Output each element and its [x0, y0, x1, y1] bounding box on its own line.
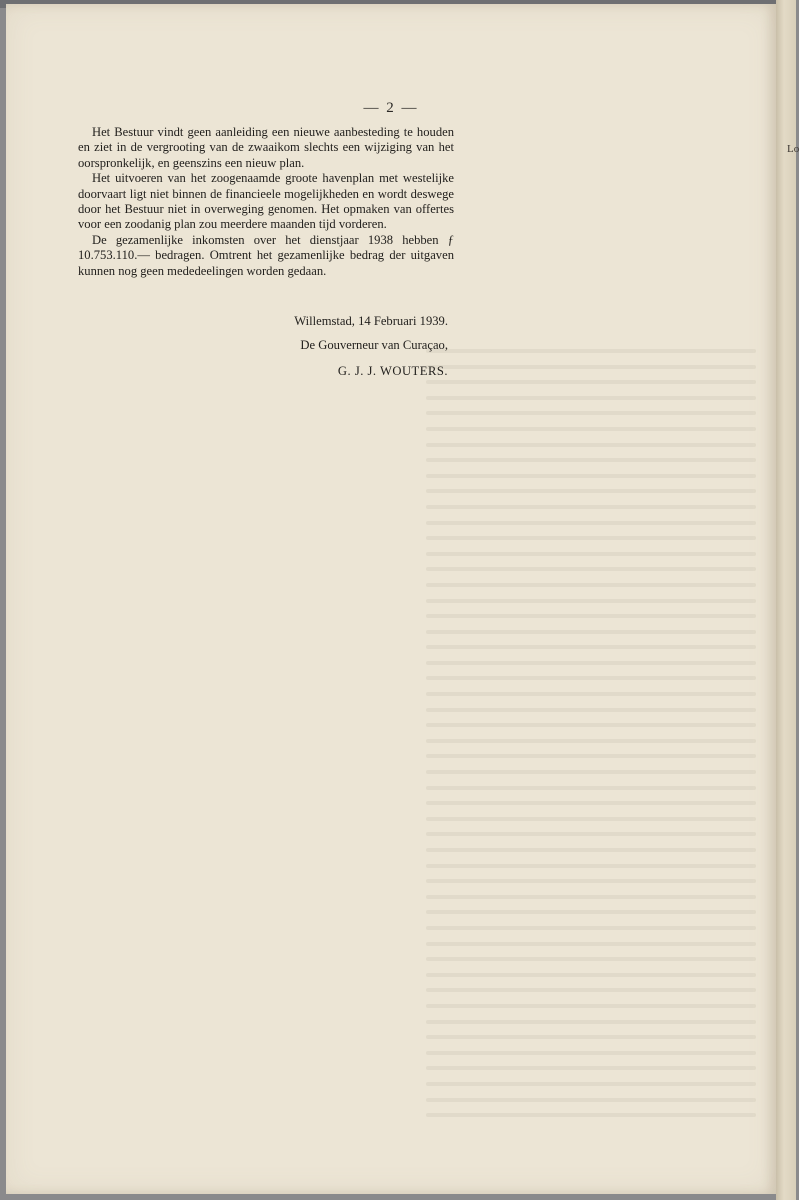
signatory-title: De Gouverneur van Curaçao, [300, 338, 448, 352]
adjacent-page-edge [776, 0, 796, 1200]
bleed-through-text [426, 349, 756, 1129]
paragraph: De gezamenlijke inkomsten over het dienstjaar 1938 hebben ƒ 10.753.110.— bedragen. Omtrent het gezamenlijke bedrag der uitgaven kunnen nog geen mededeelingen worden gedaan. [78, 232, 454, 278]
body-text [78, 125, 454, 279]
signatory-name: G. J. J. WOUTERS. [337, 364, 448, 378]
adjacent-page-text: Lo [787, 143, 799, 155]
page-number: — 2 — [363, 100, 419, 116]
paragraph: Het Bestuur vindt geen aanleiding een nieuwe aanbesteding te houden en ziet in de vergrooting van de zwaaikom slechts een wijziging van het oorspronkelijk, en geenszins een nieuw plan. [78, 125, 454, 170]
place-date: Willemstad, 14 Februari 1939. [294, 314, 448, 328]
paragraph: Het uitvoeren van het zoogenaamde groote havenplan met westelijke doorvaart ligt niet binnen de financieele mogelijkheden en wordt deswege door het Bestuur niet in overweging genomen. Het opmaken van offertes voor een zoodanig plan zou meerdere maanden tijd vorderen. [78, 171, 454, 232]
document-page [6, 4, 776, 1194]
